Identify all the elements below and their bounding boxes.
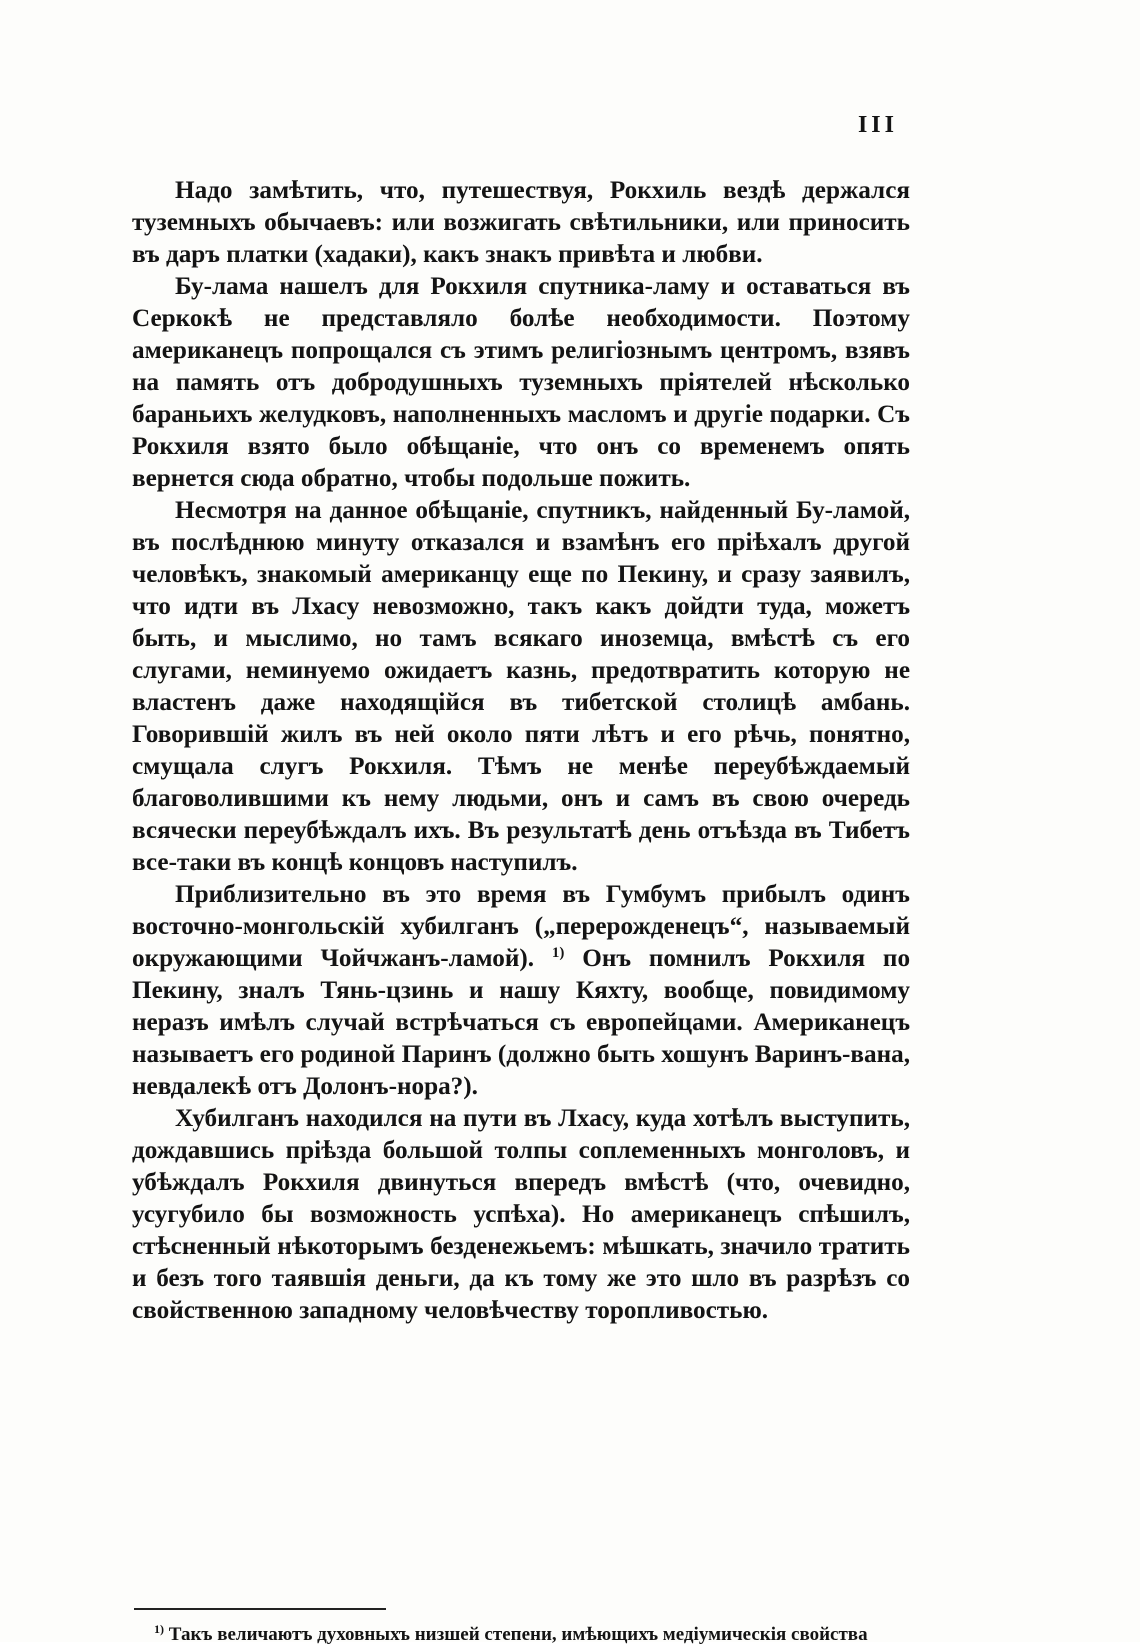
- paragraph-1: Надо замѣтить, что, путешествуя, Рокхиль вездѣ держался туземныхъ обычаевъ: или возжигать свѣтильники, или приносить въ даръ платки (хадаки), какъ знакъ привѣта и любви.: [132, 177, 910, 268]
- footnote: [154, 1623, 910, 1646]
- paragraph-4-text-before: Приблизительно въ это время въ Гумбумъ прибылъ одинъ восточно-монгольскій хубилганъ („перерожденецъ“, называемый окружающими Чойчжанъ-ламой).: [132, 881, 910, 972]
- footnote-reference: 1): [551, 945, 565, 961]
- footnote-divider: [134, 1608, 386, 1610]
- paragraph-3: Несмотря на данное обѣщаніе, спутникъ, найденный Бу-ламой, въ послѣднюю минуту отказался и взамѣнъ его пріѣхалъ другой человѣкъ, знакомый американцу еще по Пекину, и сразу заявилъ, что идти въ Лхасу невозможно, такъ какъ дойдти туда, можетъ быть, и мыслимо, но тамъ всякаго иноземца, вмѣстѣ съ его слугами, неминуемо ожидаетъ казнь, предотвратить которую не властенъ даже находящійся въ тибетской столицѣ амбань. Говорившій жилъ въ ней около пяти лѣтъ и его рѣчь, понятно, смущала слугъ Рокхиля. Тѣмъ не менѣе переубѣждаемый благоволившими къ нему людьми, онъ и самъ въ свою очередь всячески переубѣждалъ ихъ. Въ результатѣ день отъѣзда въ Тибетъ все-таки въ концѣ концовъ наступилъ.: [132, 497, 910, 876]
- footnote-mark: 1): [154, 1622, 164, 1636]
- page-number: III: [857, 112, 898, 138]
- body-text: [132, 175, 910, 1327]
- paragraph-5: Хубилганъ находился на пути въ Лхасу, куда хотѣлъ выступить, дождавшись пріѣзда большой толпы соплеменныхъ монголовъ, и убѣждалъ Рокхиля двинуться впередъ вмѣстѣ (что, очевидно, усугубило бы возможность успѣха). Но американецъ спѣшилъ, стѣсненный нѣкоторымъ безденежьемъ: мѣшкать, значило тратить и безъ того таявшія деньги, да къ тому же это шло въ разрѣзъ со свойственною западному человѣчеству торопливостью.: [132, 1105, 910, 1324]
- paragraph-4-text-after: Онъ помнилъ Рокхиля по Пекину, зналъ Тянь-цзинь и нашу Кяхту, вообще, повидимому неразъ имѣлъ случай встрѣчаться съ европейцами. Американецъ называетъ его родиной Паринъ (должно быть хошунъ Варинъ-вана, невдалекѣ отъ Долонъ-нора?).: [132, 945, 911, 1100]
- paragraph-2: Бу-лама нашелъ для Рокхиля спутника-ламу и оставаться въ Серкокѣ не представляло болѣе необходимости. Поэтому американецъ попрощался съ этимъ религіознымъ центромъ, взявъ на память отъ добродушныхъ туземныхъ пріятелей нѣсколько бараньихъ желудковъ, наполненныхъ масломъ и другіе подарки. Съ Рокхиля взято было обѣщаніе, что онъ со временемъ опять вернется сюда обратно, чтобы подольше пожить.: [132, 273, 910, 492]
- footnote-text: Такъ величаютъ духовныхъ низшей степени, имѣющихъ медіумическія свойства: [168, 1624, 868, 1645]
- paragraph-4: [132, 879, 910, 1103]
